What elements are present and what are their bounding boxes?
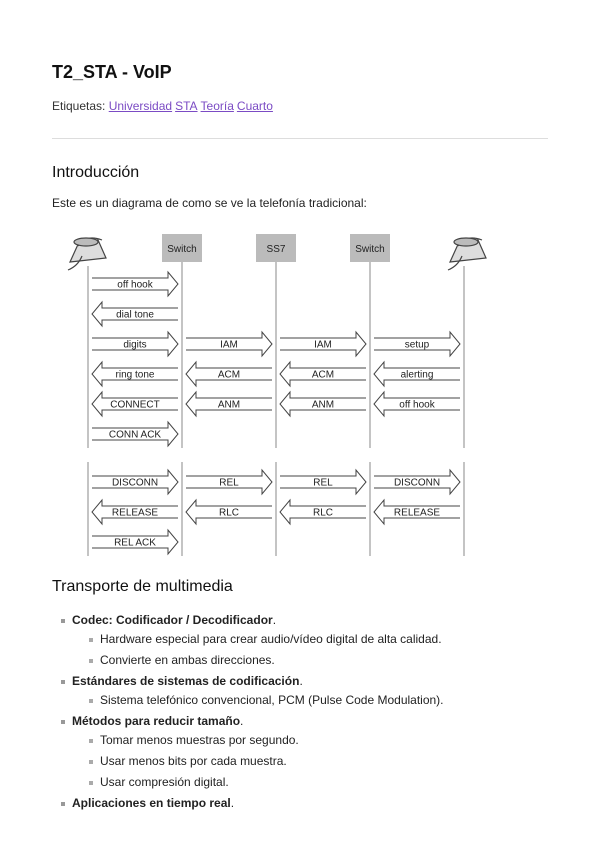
message-label: off hook	[117, 279, 153, 291]
tag-teoria-link[interactable]: Teoría	[200, 99, 234, 113]
divider	[52, 138, 548, 139]
message-label: DISCONN	[393, 477, 441, 489]
phone-left-icon	[68, 238, 106, 270]
message-label: digits	[123, 339, 147, 351]
message-label: RLC	[218, 507, 240, 519]
message-label: CONN ACK	[108, 429, 162, 441]
tags-row	[52, 99, 276, 113]
svg-text:Switch: Switch	[355, 244, 385, 255]
list-item: Convierte en ambas direcciones.	[72, 652, 444, 668]
tags-label: Etiquetas:	[52, 99, 106, 113]
tag-cuarto-link[interactable]: Cuarto	[236, 99, 273, 113]
list-item: Sistema telefónico convencional, PCM (Pulse Code Modulation).	[72, 692, 444, 708]
message-label: ring tone	[115, 369, 155, 381]
column-header-switch-1	[162, 234, 202, 262]
transport-heading: Transporte de multimedia	[52, 578, 233, 595]
message-label: IAM	[314, 339, 332, 351]
intro-text: Este es un diagrama de como se ve la telefonía tradicional:	[52, 196, 367, 210]
message-label: REL	[219, 477, 239, 489]
message-label: REL	[313, 477, 333, 489]
transport-list	[52, 612, 444, 815]
message-label: RELEASE	[393, 507, 441, 519]
svg-text:Switch: Switch	[167, 244, 197, 255]
column-header-ss7	[256, 234, 296, 262]
message-label: alerting	[400, 369, 434, 381]
list-item: Métodos para reducir tamaño. Tomar menos muestras por segundo. Usar menos bits por cada muestra. Usar compresión digital.	[52, 713, 444, 790]
list-item: Usar menos bits por cada muestra.	[72, 753, 444, 769]
intro-heading: Introducción	[52, 164, 140, 181]
list-item: Usar compresión digital.	[72, 774, 444, 790]
message-label: CONNECT	[110, 399, 160, 411]
svg-text:SS7: SS7	[266, 244, 286, 255]
list-item: Tomar menos muestras por segundo.	[72, 732, 444, 748]
list-item: Codec: Codificador / Decodificador. Hardware especial para crear audio/vídeo digital de alta calidad. Convierte en ambas direcciones.	[52, 612, 444, 668]
page-title: T2_STA - VoIP	[52, 62, 172, 82]
message-label: DISCONN	[111, 477, 159, 489]
message-label: ANM	[311, 399, 335, 411]
message-label: off hook	[399, 399, 435, 411]
telephony-diagram	[62, 226, 498, 562]
message-label: REL ACK	[114, 537, 156, 549]
list-item: Hardware especial para crear audio/vídeo digital de alta calidad.	[72, 631, 444, 647]
message-label: ACM	[217, 369, 241, 381]
column-header-switch-2	[350, 234, 390, 262]
message-label: IAM	[220, 339, 238, 351]
tag-sta-link[interactable]: STA	[175, 99, 198, 113]
message-label: ANM	[217, 399, 241, 411]
list-item: Estándares de sistemas de codificación. Sistema telefónico convencional, PCM (Pulse Code Modulation).	[52, 673, 444, 708]
message-label: dial tone	[116, 309, 154, 321]
message-label: setup	[404, 339, 430, 351]
phone-right-icon	[448, 238, 486, 270]
list-item: Aplicaciones en tiempo real.	[52, 795, 444, 811]
message-label: RELEASE	[111, 507, 159, 519]
message-label: RLC	[312, 507, 334, 519]
tag-universidad-link[interactable]: Universidad	[108, 99, 173, 113]
message-label: ACM	[311, 369, 335, 381]
